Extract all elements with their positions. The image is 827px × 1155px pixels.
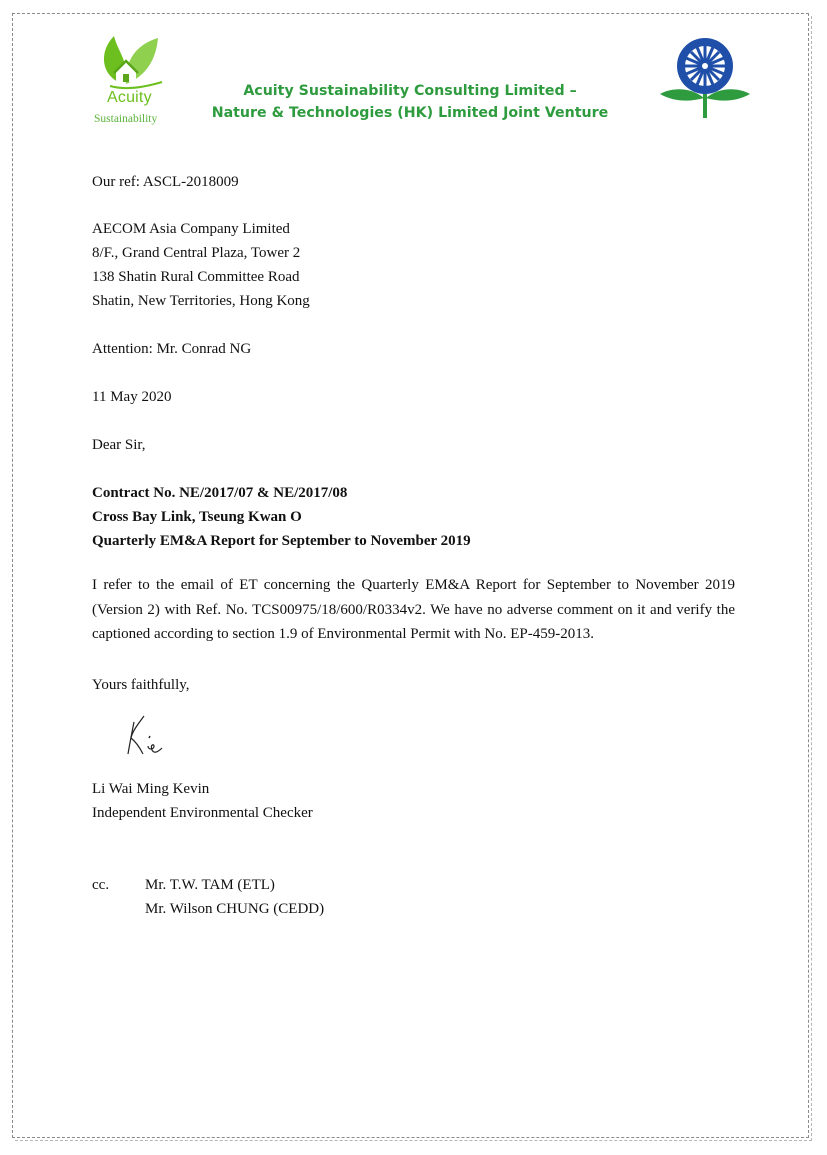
- recipient-line: AECOM Asia Company Limited: [92, 221, 290, 237]
- nature-tech-logo: [660, 36, 750, 122]
- letter-date: 11 May 2020: [92, 389, 172, 405]
- logo-subword: Sustainability: [94, 113, 158, 125]
- cc-list: [145, 873, 324, 921]
- signer-block: [92, 777, 313, 825]
- letterhead-title: [200, 80, 620, 124]
- cc-item: Mr. T.W. TAM (ETL): [145, 877, 275, 893]
- leaf-house-icon: [96, 32, 166, 92]
- subject-line: Contract No. NE/2017/07 & NE/2017/08: [92, 485, 348, 501]
- cc-label: cc.: [92, 877, 110, 893]
- acuity-logo: [90, 32, 180, 128]
- attention-line: Attention: Mr. Conrad NG: [92, 341, 252, 357]
- letterhead-title-line1: Acuity Sustainability Consulting Limited –: [243, 83, 577, 99]
- subject-block: [92, 481, 471, 553]
- body-paragraph: I refer to the email of ET concerning the Quarterly EM&A Report for September to November 2019 (Version 2) with Ref. No. TCS00975/18/600/R0334v2. We have no adverse comment on it and verify the captioned according to section 1.9 of Environmental Permit with No. EP-459-2013.: [92, 577, 735, 642]
- handwritten-signature-icon: [124, 712, 168, 758]
- salutation: Dear Sir,: [92, 437, 146, 453]
- recipient-line: 8/F., Grand Central Plaza, Tower 2: [92, 245, 301, 261]
- signer-name: Li Wai Ming Kevin: [92, 781, 210, 797]
- recipient-line: 138 Shatin Rural Committee Road: [92, 269, 300, 285]
- signer-title: Independent Environmental Checker: [92, 805, 313, 821]
- our-ref: Our ref: ASCL-2018009: [92, 174, 239, 190]
- closing: Yours faithfully,: [92, 677, 190, 693]
- subject-line: Quarterly EM&A Report for September to November 2019: [92, 533, 471, 549]
- recipient-line: Shatin, New Territories, Hong Kong: [92, 293, 310, 309]
- cc-item: Mr. Wilson CHUNG (CEDD): [145, 901, 325, 917]
- signature: [124, 712, 168, 763]
- letterhead-title-line2: Nature & Technologies (HK) Limited Joint Venture: [211, 105, 609, 121]
- subject-line: Cross Bay Link, Tseung Kwan O: [92, 509, 302, 525]
- recipient-address: [92, 217, 310, 313]
- wheel-flower-icon: [660, 36, 750, 122]
- logo-word: Acuity: [107, 89, 152, 106]
